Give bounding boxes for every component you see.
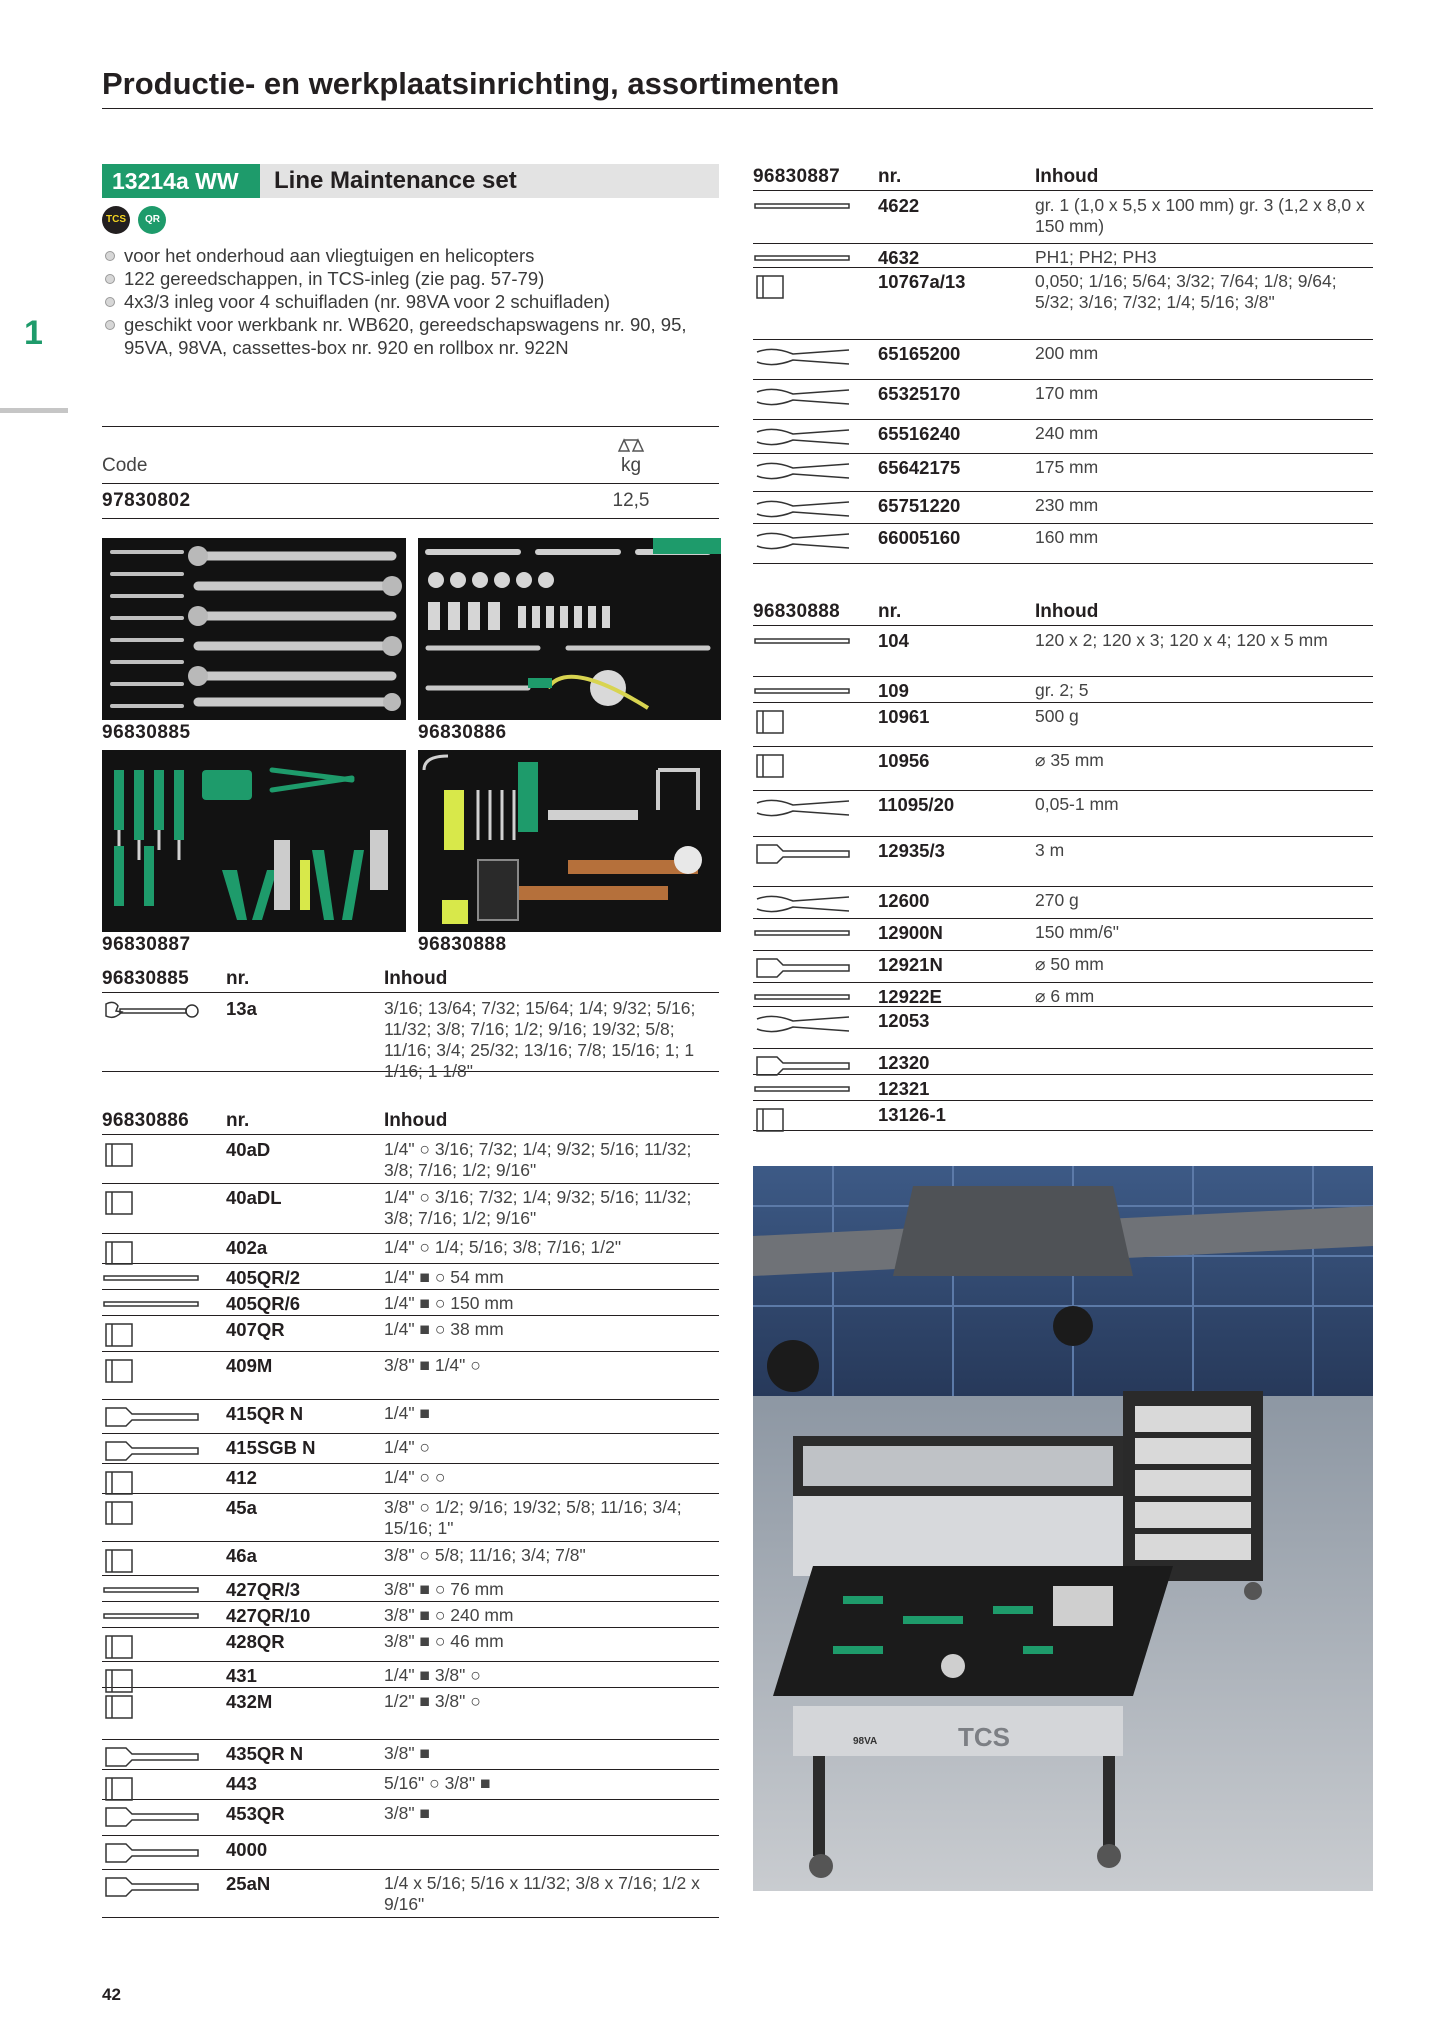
item-inhoud: 3/8" ■ ○ 240 mm <box>384 1605 514 1625</box>
section-title: 96830887 <box>753 166 840 187</box>
item-inhoud: 3/8" ■ ○ 76 mm <box>384 1579 504 1599</box>
table-row <box>102 1136 719 1184</box>
table-row <box>753 677 1373 703</box>
table-row <box>753 791 1373 837</box>
item-inhoud: ⌀ 50 mm <box>1035 954 1104 974</box>
item-nr: 427QR/3 <box>226 1579 301 1600</box>
item-nr: 405QR/6 <box>226 1293 301 1314</box>
table-row <box>102 1184 719 1234</box>
item-nr: 10961 <box>878 706 930 727</box>
tool-icon <box>102 1804 202 1837</box>
item-inhoud: 3 m <box>1035 840 1065 860</box>
item-inhoud: 3/8" ○ 5/8; 11/16; 3/4; 7/8" <box>384 1545 586 1565</box>
nr-column-header: nr. <box>226 1110 250 1131</box>
tool-icon <box>753 424 853 457</box>
table-row <box>753 1075 1373 1101</box>
tool-icon <box>102 1320 202 1353</box>
table-row <box>102 1316 719 1352</box>
tcs-badge-icon: TCS <box>102 206 130 234</box>
item-nr: 45a <box>226 1497 257 1518</box>
item-inhoud: 1/4" ■ <box>384 1403 430 1423</box>
item-inhoud: 200 mm <box>1035 343 1099 363</box>
tool-icon <box>102 1692 202 1725</box>
inhoud-column-header: Inhoud <box>384 968 448 989</box>
item-inhoud: gr. 1 (1,0 x 5,5 x 100 mm) gr. 3 (1,2 x 8,0 x 150 mm) <box>1035 195 1365 236</box>
item-inhoud: 270 g <box>1035 890 1079 910</box>
tray-image-96830886 <box>418 538 721 720</box>
tool-icon <box>102 1632 202 1665</box>
item-nr: 12935/3 <box>878 840 945 861</box>
tool-icon <box>102 1840 202 1873</box>
item-nr: 432M <box>226 1691 273 1712</box>
badges <box>102 206 170 234</box>
item-nr: 427QR/10 <box>226 1605 311 1626</box>
item-nr: 65165200 <box>878 343 961 364</box>
item-inhoud: 1/4" ○ 3/16; 7/32; 1/4; 9/32; 5/16; 11/32; 3/8; 7/16; 1/2; 9/16" <box>384 1139 692 1180</box>
item-inhoud: 1/4 x 5/16; 5/16 x 11/32; 3/8 x 7/16; 1/2 x 9/16" <box>384 1873 700 1914</box>
item-nr: 431 <box>226 1665 257 1686</box>
tray-label: 96830888 <box>418 934 507 955</box>
table-row <box>753 192 1373 244</box>
table-row <box>102 1434 719 1464</box>
item-nr: 65516240 <box>878 423 961 444</box>
item-inhoud: 1/4" ■ ○ 38 mm <box>384 1319 504 1339</box>
table-row: 13a 3/16; 13/64; 7/32; 15/64; 1/4; 9/32; 5/16; 11/32; 3/8; 7/16; 1/2; 9/16; 19/32; 5/8; 11/16; 3/4; 25/32; 13/16; 7/8; 15/16; 1; 1 1/16; 1 1/8" <box>102 994 719 1072</box>
item-nr: 65642175 <box>878 457 961 478</box>
table-row <box>102 1576 719 1602</box>
item-nr: 66005160 <box>878 527 961 548</box>
item-nr: 40aD <box>226 1139 271 1160</box>
item-nr: 409M <box>226 1355 273 1376</box>
table-row <box>753 1007 1373 1049</box>
code-column-label: Code <box>102 455 148 476</box>
photo-brand-label: TCS <box>958 1722 1010 1752</box>
feature-item: 4x3/3 inleg voor 4 schuifladen (nr. 98VA voor 2 schuifladen) <box>104 290 714 313</box>
chapter-number: 1 <box>24 314 43 352</box>
item-inhoud: 175 mm <box>1035 457 1099 477</box>
table-row <box>753 454 1373 492</box>
tool-icon <box>753 458 853 491</box>
table-row <box>102 1602 719 1628</box>
tray-image-96830888 <box>418 750 721 932</box>
tray-image-96830885 <box>102 538 406 720</box>
item-inhoud: PH1; PH2; PH3 <box>1035 247 1157 267</box>
item-nr: 12921N <box>878 954 943 975</box>
table-row <box>102 1836 719 1870</box>
chapter-tab-bar <box>0 408 68 413</box>
item-nr: 12900N <box>878 922 943 943</box>
page-title: Productie- en werkplaatsinrichting, assortimenten <box>102 66 1373 109</box>
tool-icon <box>753 795 853 828</box>
item-nr: 12600 <box>878 890 930 911</box>
item-inhoud: 3/8" ■ 1/4" ○ <box>384 1355 481 1375</box>
tool-icon <box>102 1356 202 1389</box>
table-row <box>102 1264 719 1290</box>
item-nr: 12321 <box>878 1078 930 1099</box>
item-nr: 443 <box>226 1773 257 1794</box>
item-nr: 4622 <box>878 195 920 216</box>
spec-table <box>102 426 719 519</box>
tool-icon <box>753 1011 853 1044</box>
set-name: Line Maintenance set <box>274 167 517 194</box>
table-row <box>753 837 1373 887</box>
item-nr: 402a <box>226 1237 268 1258</box>
item-inhoud: 5/16" ○ 3/8" ■ <box>384 1773 491 1793</box>
item-inhoud: 170 mm <box>1035 383 1099 403</box>
kg-column-label: kg <box>620 455 642 476</box>
item-inhoud: 3/8" ■ ○ 46 mm <box>384 1631 504 1651</box>
feature-item: voor het onderhoud aan vliegtuigen en helicopters <box>104 244 714 267</box>
item-inhoud: ⌀ 35 mm <box>1035 750 1104 770</box>
table-row <box>753 268 1373 340</box>
spec-table-header <box>102 426 719 484</box>
table-row <box>753 627 1373 677</box>
tray-label: 96830886 <box>418 722 507 743</box>
table-row <box>753 340 1373 380</box>
nr-column-header: nr. <box>878 166 902 187</box>
set-code: 13214a WW <box>102 164 260 198</box>
table-row <box>102 1464 719 1494</box>
item-nr: 46a <box>226 1545 257 1566</box>
table-row <box>102 1770 719 1800</box>
table-row <box>753 703 1373 747</box>
nr-column-header: nr. <box>226 968 250 989</box>
tray-label: 96830885 <box>102 722 191 743</box>
item-inhoud: 0,05-1 mm <box>1035 794 1119 814</box>
table-row <box>753 420 1373 454</box>
table-row <box>753 919 1373 951</box>
tool-icon <box>102 1404 202 1437</box>
table-row <box>102 1234 719 1264</box>
tool-icon <box>102 1188 202 1221</box>
item-inhoud: 3/8" ■ <box>384 1743 430 1763</box>
item-nr: 11095/20 <box>878 794 955 815</box>
tool-icon <box>102 1874 202 1907</box>
item-nr: 415SGB N <box>226 1437 316 1458</box>
item-nr: 407QR <box>226 1319 285 1340</box>
item-inhoud: 240 mm <box>1035 423 1099 443</box>
set-header <box>102 164 719 198</box>
item-nr: 104 <box>878 630 909 651</box>
table-row <box>102 1352 719 1400</box>
table-row <box>753 244 1373 268</box>
item-inhoud: 1/4" ○ 1/4; 5/16; 3/8; 7/16; 1/2" <box>384 1237 622 1257</box>
photo-model-label: 98VA <box>853 1736 878 1747</box>
inhoud-column-header: Inhoud <box>1035 166 1099 187</box>
spec-code: 97830802 <box>102 490 191 511</box>
product-photo <box>753 1166 1373 1891</box>
table-row <box>753 887 1373 919</box>
item-inhoud: 1/2" ■ 3/8" ○ <box>384 1691 481 1711</box>
section-title: 96830885 <box>102 968 189 989</box>
item-nr: 65751220 <box>878 495 961 516</box>
item-nr: 428QR <box>226 1631 285 1652</box>
tool-icon <box>102 1140 202 1173</box>
item-inhoud: 1/4" ■ ○ 150 mm <box>384 1293 514 1313</box>
feature-item: geschikt voor werkbank nr. WB620, gereedschapswagens nr. 90, 95, 95VA, 98VA, cassettes-box nr. 920 en rollbox nr. 922N <box>104 313 714 359</box>
tray-label: 96830887 <box>102 934 191 955</box>
table-row <box>102 1800 719 1836</box>
item-inhoud: 160 mm <box>1035 527 1099 547</box>
table-row <box>102 1400 719 1434</box>
section-title: 96830888 <box>753 601 840 622</box>
tool-icon <box>753 841 853 874</box>
tool-icon <box>753 1105 853 1138</box>
item-nr: 25aN <box>226 1873 271 1894</box>
item-inhoud: 0,050; 1/16; 5/64; 3/32; 7/64; 1/8; 9/64; 5/32; 3/16; 7/32; 1/4; 5/16; 3/8" <box>1035 271 1337 312</box>
item-inhoud: 1/4" ■ ○ 54 mm <box>384 1267 504 1287</box>
tool-icon <box>753 272 853 305</box>
table-row <box>753 1101 1373 1131</box>
table-row <box>102 1290 719 1316</box>
item-inhoud: 1/4" ■ 3/8" ○ <box>384 1665 481 1685</box>
item-inhoud: 3/8" ■ <box>384 1803 430 1823</box>
table-row <box>102 1740 719 1770</box>
tool-icon <box>102 1546 202 1579</box>
spec-row <box>102 484 719 519</box>
table-row <box>753 951 1373 983</box>
qr-badge-icon: QR <box>138 206 166 234</box>
tray-image-96830887 <box>102 750 406 932</box>
item-nr: 453QR <box>226 1803 285 1824</box>
item-inhoud: 1/4" ○ <box>384 1437 430 1457</box>
table-row <box>102 1870 719 1918</box>
tool-icon <box>753 528 853 561</box>
item-inhoud: 1/4" ○ ○ <box>384 1467 446 1487</box>
table-row <box>102 1688 719 1740</box>
table-row <box>102 1542 719 1576</box>
table-row <box>102 1628 719 1662</box>
table-row <box>753 380 1373 420</box>
table-row <box>753 983 1373 1007</box>
tool-icon <box>753 751 853 784</box>
feature-list <box>104 244 714 359</box>
item-nr: 10956 <box>878 750 930 771</box>
item-nr: 4000 <box>226 1839 268 1860</box>
tool-icon <box>102 1498 202 1531</box>
table-row <box>753 524 1373 564</box>
item-inhoud: 1/4" ○ 3/16; 7/32; 1/4; 9/32; 5/16; 11/32; 3/8; 7/16; 1/2; 9/16" <box>384 1187 692 1228</box>
table-row <box>102 1494 719 1542</box>
item-nr: 13126-1 <box>878 1104 946 1125</box>
inhoud-column-header: Inhoud <box>1035 601 1099 622</box>
item-nr: 109 <box>878 680 909 701</box>
page-number: 42 <box>102 1985 121 2004</box>
item-inhoud: ⌀ 6 mm <box>1035 986 1095 1006</box>
item-nr: 12053 <box>878 1010 930 1031</box>
item-nr: 412 <box>226 1467 257 1488</box>
tool-icon <box>753 707 853 740</box>
spec-weight: 12,5 <box>612 490 650 511</box>
item-nr: 65325170 <box>878 383 961 404</box>
section-title: 96830886 <box>102 1110 189 1131</box>
tool-icon <box>753 344 853 377</box>
inhoud-column-header: Inhoud <box>384 1110 448 1131</box>
item-nr: 40aDL <box>226 1187 282 1208</box>
item-inhoud: 500 g <box>1035 706 1079 726</box>
item-inhoud: 120 x 2; 120 x 3; 120 x 4; 120 x 5 mm <box>1035 630 1328 650</box>
table-row <box>753 747 1373 791</box>
item-inhoud: gr. 2; 5 <box>1035 680 1089 700</box>
item-nr: 12320 <box>878 1052 930 1073</box>
item-nr: 415QR N <box>226 1403 304 1424</box>
item-nr: 12922E <box>878 986 942 1007</box>
item-nr: 4632 <box>878 247 920 268</box>
item-inhoud: 230 mm <box>1035 495 1099 515</box>
item-nr: 10767a/13 <box>878 271 966 292</box>
feature-item: 122 gereedschappen, in TCS-inleg (zie pag. 57-79) <box>104 267 714 290</box>
tool-icon <box>753 196 853 229</box>
item-nr: 435QR N <box>226 1743 304 1764</box>
nr-column-header: nr. <box>878 601 902 622</box>
table-row <box>753 1049 1373 1075</box>
combination-wrench-icon <box>102 998 202 1029</box>
item-inhoud: 3/8" ○ 1/2; 9/16; 19/32; 5/8; 11/16; 3/4; 15/16; 1" <box>384 1497 682 1538</box>
item-nr: 405QR/2 <box>226 1267 301 1288</box>
tool-icon <box>753 384 853 417</box>
table-row <box>102 1662 719 1688</box>
tool-icon <box>753 631 853 664</box>
item-inhoud: 150 mm/6" <box>1035 922 1120 942</box>
table-row <box>753 492 1373 524</box>
